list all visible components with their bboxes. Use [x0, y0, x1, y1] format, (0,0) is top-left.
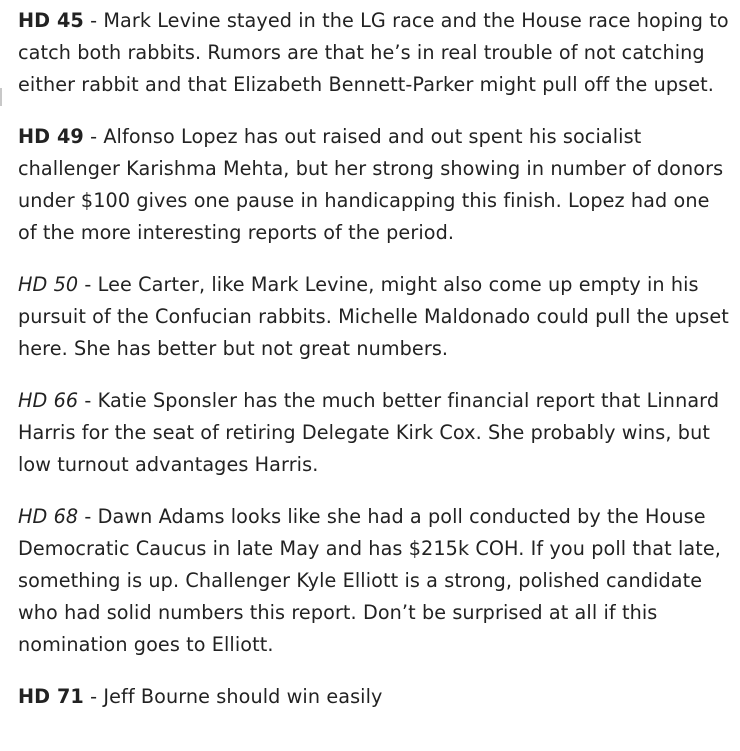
entry-hd-68: [18, 501, 730, 661]
district-label: HD 45: [18, 9, 84, 32]
entry-text: Mark Levine stayed in the LG race and the House race hoping to catch both rabbits. Rumors are that he’s in real trouble of not catching either rabbit and that Elizabeth Bennett-Parker might pull off the upset.: [18, 9, 729, 96]
district-label: HD 66: [18, 389, 79, 412]
entry-text: Katie Sponsler has the much better financial report that Linnard Harris for the seat of retiring Delegate Kirk Cox. She probably wins, but low turnout advantages Harris.: [18, 389, 720, 476]
entry-text: Jeff Bourne should win easily: [103, 685, 383, 708]
district-label: HD 68: [18, 505, 79, 528]
district-label: HD 50: [18, 273, 79, 296]
entry-hd-50: [18, 269, 730, 365]
separator: -: [83, 685, 104, 708]
separator: -: [78, 273, 98, 296]
district-label: HD 49: [18, 125, 84, 148]
entry-text: Alfonso Lopez has out raised and out spent his socialist challenger Karishma Mehta, but her strong showing in number of donors under $100 gives one pause in handicapping this finish. Lopez had one of the more interesting reports of the period.: [18, 125, 724, 244]
separator: -: [78, 505, 98, 528]
separator: -: [78, 389, 98, 412]
district-label: HD 71: [18, 685, 84, 708]
entry-hd-71: [18, 681, 730, 713]
entry-hd-49: [18, 121, 730, 249]
entry-text: Lee Carter, like Mark Levine, might also come up empty in his pursuit of the Confucian rabbits. Michelle Maldonado could pull the upset here. She has better but not great numbers.: [18, 273, 729, 360]
entry-hd-45: [18, 5, 730, 101]
separator: -: [83, 9, 104, 32]
article-body: [18, 5, 730, 733]
left-edge-marker: [0, 88, 2, 106]
separator: -: [83, 125, 104, 148]
entry-hd-66: [18, 385, 730, 481]
entry-text: Dawn Adams looks like she had a poll conducted by the House Democratic Caucus in late May and has $215k COH. If you poll that late, something is up. Challenger Kyle Elliott is a strong, polished candidate who had solid numbers this report. Don’t be surprised at all if this nomination goes to Elliott.: [18, 505, 721, 656]
